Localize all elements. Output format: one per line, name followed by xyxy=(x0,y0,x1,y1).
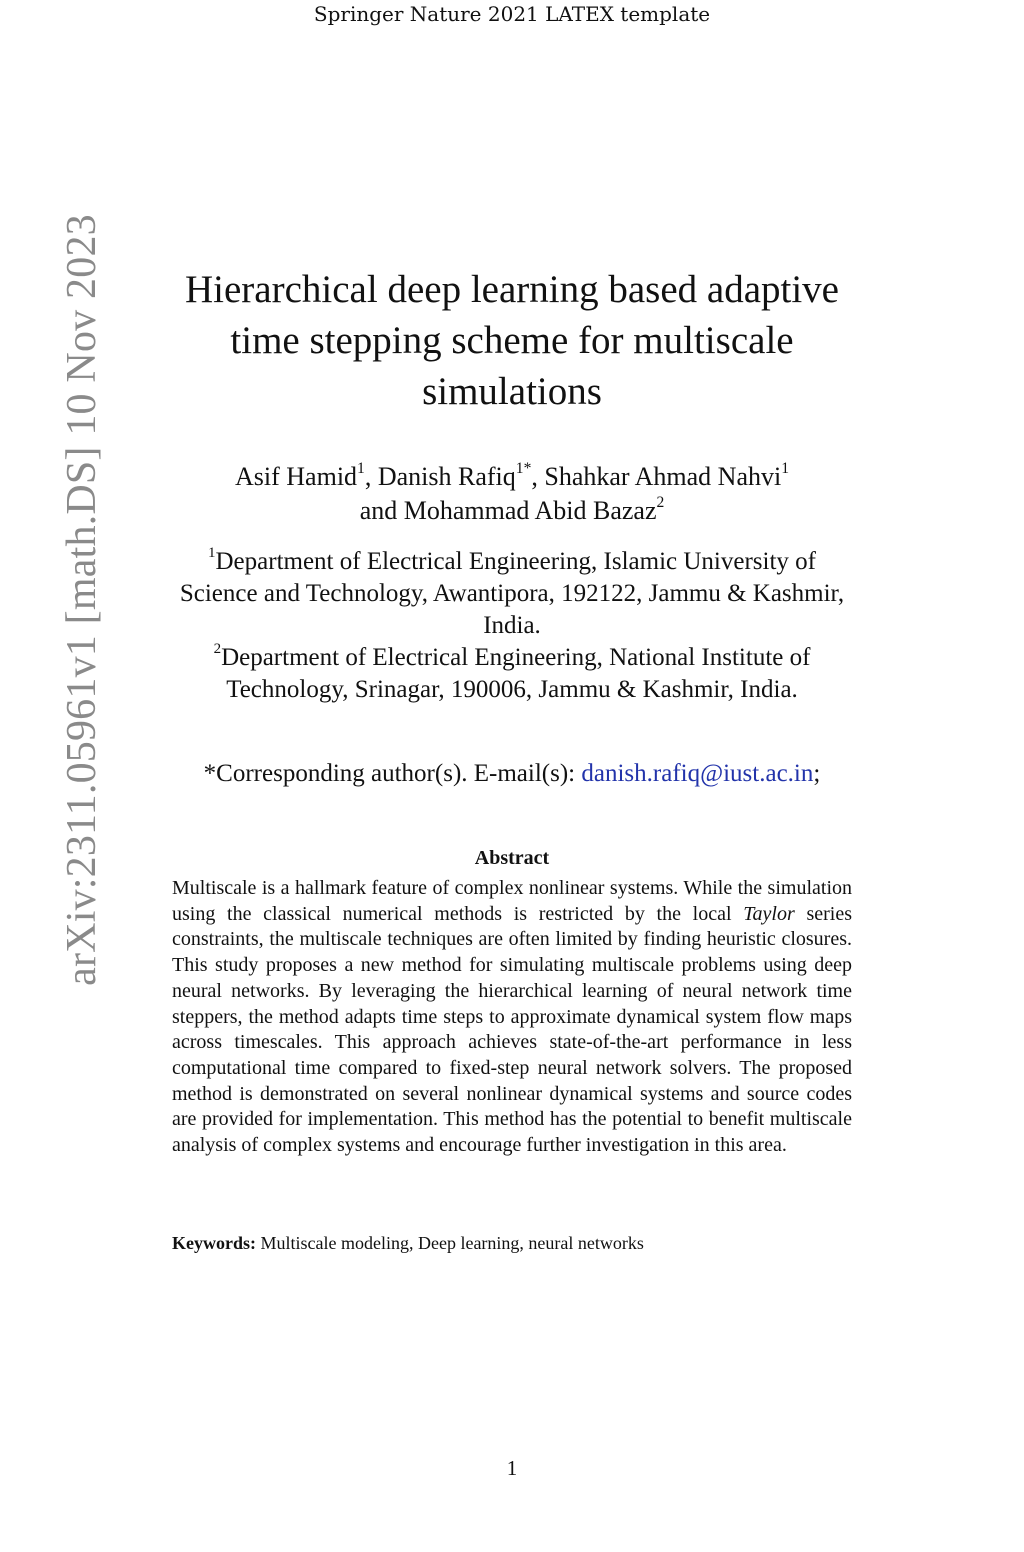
corresponding-suffix: ; xyxy=(813,760,821,787)
page-number: 1 xyxy=(506,1456,518,1480)
keywords-text: Multiscale modeling, Deep learning, neural networks xyxy=(256,1233,644,1253)
corresponding-author-line xyxy=(172,758,852,790)
author-name: Mohammad Abid Bazaz xyxy=(403,496,657,525)
abstract-italic-term: Taylor xyxy=(743,902,795,925)
keywords-label: Keywords: xyxy=(172,1233,256,1253)
keywords-line xyxy=(172,1231,852,1255)
affiliation xyxy=(172,642,852,706)
author-affiliation-marker: 2 xyxy=(656,494,665,512)
corresponding-email-link[interactable]: danish.rafiq@iust.ac.in xyxy=(581,760,814,787)
affiliation-marker: 1 xyxy=(208,545,216,562)
running-header: Springer Nature 2021 LATEX template xyxy=(313,2,711,26)
author-name: Asif Hamid xyxy=(235,462,358,491)
author-list xyxy=(172,460,852,528)
paper-title: Hierarchical deep learning based adaptive time stepping scheme for multiscale simulations xyxy=(185,268,839,413)
affiliation-marker: 2 xyxy=(213,641,222,658)
affiliation xyxy=(172,546,852,642)
affiliation-text: Department of Electrical Engineering, National Institute of Technology, Srinagar, 190006, Jammu & Kashmir, India. xyxy=(221,644,811,703)
arxiv-identifier-stamp: arXiv:2311.05961v1 [math.DS] 10 Nov 2023 xyxy=(59,214,105,986)
author-affiliation-marker: 1 xyxy=(357,460,365,478)
abstract-heading: Abstract xyxy=(474,847,550,869)
abstract-body xyxy=(172,876,852,1159)
author-separator: , xyxy=(364,462,378,491)
corresponding-prefix: *Corresponding author(s). E-mail(s): xyxy=(203,760,582,787)
author-conjunction: and xyxy=(359,496,404,525)
abstract-text: series constraints, the multiscale techniques are often limited by finding heuristic closures. This study proposes a new method for simulating multiscale problems using deep neural networks. By leveraging the hierarchical learning of neural network time steppers, the method adapts time steps to approximate dynamical system flow maps across timescales. This approach achieves state-of-the-art performance in less computational time compared to fixed-step neural network solvers. The proposed method is demonstrated on several nonlinear dynamical systems and source codes are provided for implementation. This method has the potential to benefit multiscale analysis of complex systems and encourage further investigation in this area. xyxy=(172,902,852,1157)
abstract-text: Multiscale is a hallmark feature of complex nonlinear systems. While the simulation using the classical numerical methods is restricted by the local xyxy=(172,877,852,925)
author-affiliation-marker: 1* xyxy=(515,460,532,478)
author-name: Danish Rafiq xyxy=(377,462,516,491)
author-name: Shahkar Ahmad Nahvi xyxy=(544,462,782,491)
affiliation-list xyxy=(172,546,852,706)
affiliation-text: Department of Electrical Engineering, Islamic University of Science and Technology, Awantipora, 192122, Jammu & Kashmir, India. xyxy=(179,548,845,639)
author-affiliation-marker: 1 xyxy=(781,460,789,478)
author-separator: , xyxy=(531,462,545,491)
